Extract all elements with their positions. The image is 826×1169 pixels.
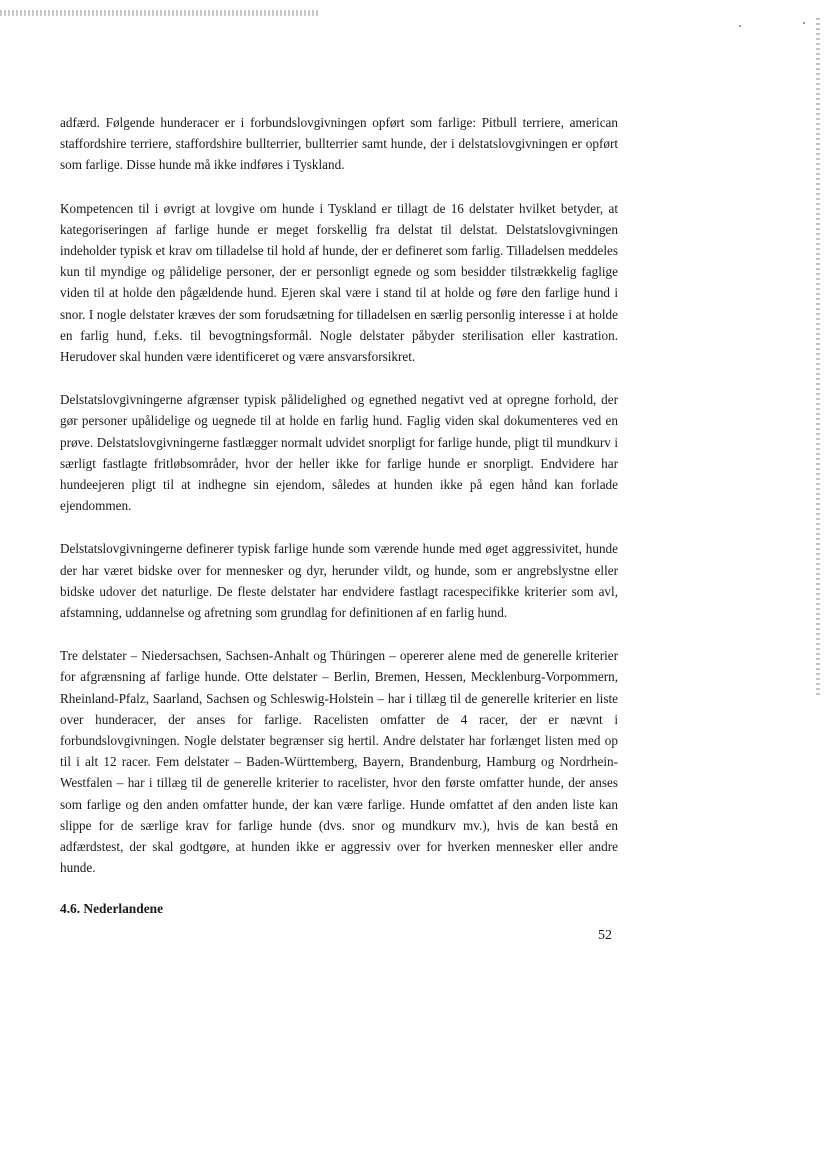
section-heading: 4.6. Nederlandene <box>60 900 164 916</box>
scan-edge-top <box>0 10 320 16</box>
paragraph-2: Kompetencen til i øvrigt at lovgive om hunde i Tyskland er tillagt de 16 delstater hvilket betyder, at kategoriseringen af farlige hunde er meget forskellig fra delstat til delstat. Delstatslovgivningen indeholder typisk et krav om tilladelse til hold af hunde, der er defineret som farlig. Tilladelsen meddeles kun til myndige og pålidelige personer, der er personligt egnede og som besidder tilstrækkelig faglige viden til at holde den pågældende hund. Ejeren skal være i stand til at holde og føre den farlige hund i snor. I nogle delstater kræves der som forudsætning for tilladelsen en særlig personlig interesse i at holde en farlig hund, f.eks. til bevogtningsformål. Nogle delstater påbyder sterilisation eller kastration. Herudover skal hunden være identificeret og være ansvarsforsikret. <box>60 200 618 365</box>
paragraph-5: Tre delstater – Niedersachsen, Sachsen-Anhalt og Thüringen – opererer alene med de generelle kriterier for afgrænsning af farlige hunde. Otte delstater – Berlin, Bremen, Hessen, Mecklenburg-Vorpommern, Rheinland-Pfalz, Saarland, Sachsen og Schleswig-Holstein – har i tillæg til de generelle kriterier en liste over hunderacer, der anses for farlige. Racelisten omfatter de 4 racer, der er nævnt i forbundslovgivningen. Nogle delstater begrænser sig hertil. Andre delstater har forlænget listen med op til i alt 12 racer. Fem delstater – Baden-Württemberg, Bayern, Brandenburg, Hamburg og Nordrhein-Westfalen – har i tillæg til de generelle kriterier to racelister, hvor den første omfatter hunde, der anses som farlige og den anden omfatter hunde, der kan være farlige. Hunde omfattet af den anden liste kan slippe for de særlige krav for farlige hunde (dvs. snor og mundkurv mv.), hvis de kan bestå en adfærdstest, der skal godtgøre, at hunden ikke er aggressiv over for hverken mennesker eller andre hunde. <box>60 648 618 876</box>
scan-speck <box>803 22 805 24</box>
page-body <box>60 112 618 917</box>
paragraph-1: adfærd. Følgende hunderacer er i forbundslovgivningen opført som farlige: Pitbull terriere, american staffordshire terriere, staffordshire bullterrier, bullterrier samt hunde, der i delstatslovgivningen er opført som farlige. Disse hunde må ikke indføres i Tyskland. <box>60 115 618 173</box>
scan-speck <box>739 25 741 27</box>
paragraph-3: Delstatslovgivningerne afgrænser typisk pålidelighed og egnethed negativt ved at opregne forhold, der gør personer upålidelige og uegnede til at holde en farlig hund. Faglig viden skal dokumenteres ved en prøve. Delstatslovgivningerne fastlægger normalt udvidet snorpligt for farlige hunde, pligt til mundkurv i særligt fastlagte fritløbsområder, hvor der heller ikke for farlige hunde er snorpligt. Endvidere har hundeejeren pligt til at indhegne sin ejendom, således at hunden ikke på egen hånd kan forlade ejendommen. <box>60 392 618 514</box>
scan-edge-right <box>816 18 820 698</box>
page-number: 52 <box>598 928 612 943</box>
paragraph-4: Delstatslovgivningerne definerer typisk farlige hunde som værende hunde med øget aggressivitet, hunde der har været bidske over for mennesker og dyr, herunder vildt, og hunde, som er angrebslystne eller bidske udover det naturlige. De fleste delstater har endvidere fastlagt racespecifikke kriterier som avl, afstamning, uddannelse og afretning som grundlag for definitionen af en farlig hund. <box>60 541 618 621</box>
